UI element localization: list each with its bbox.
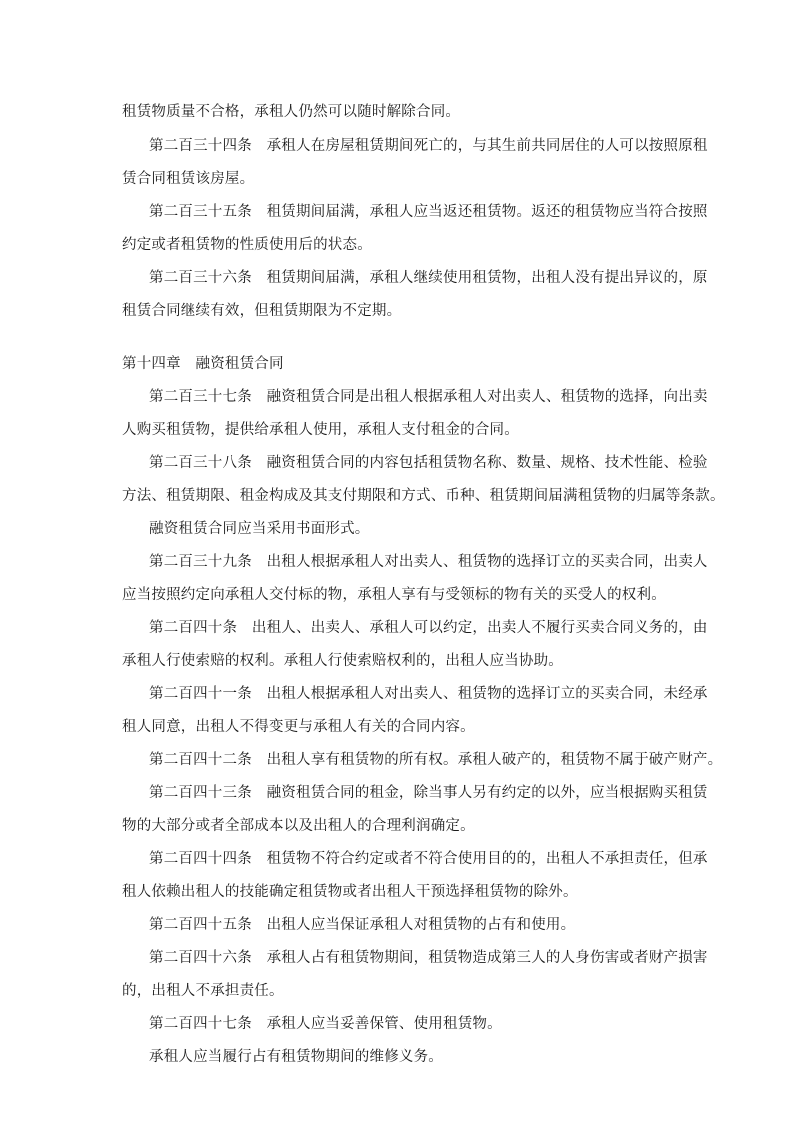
text-line: 第二百四十七条 承租人应当妥善保管、使用租赁物。	[149, 1016, 502, 1032]
text-line: 约定或者租赁物的性质使用后的状态。	[122, 237, 372, 253]
text-line: 租人依赖出租人的技能确定租赁物或者出租人干预选择租赁物的除外。	[122, 884, 578, 900]
text-line: 第二百三十六条 租赁期间届满，承租人继续使用租赁物，出租人没有提出异议的，原	[149, 270, 708, 286]
text-line: 第二百四十五条 出租人应当保证承租人对租赁物的占有和使用。	[149, 917, 576, 933]
text-line: 第二百四十三条 融资租赁合同的租金，除当事人另有约定的以外，应当根据购买租赁	[149, 785, 708, 801]
text-line: 第二百三十八条 融资租赁合同的内容包括租赁物名称、数量、规格、技术性能、检验	[149, 455, 708, 471]
text-line: 第二百三十九条 出租人根据承租人对出卖人、租赁物的选择订立的买卖合同，出卖人	[149, 554, 708, 570]
text-line: 第二百三十四条 承租人在房屋租赁期间死亡的，与其生前共同居住的人可以按照原租	[149, 138, 708, 154]
text-line: 租人同意，出租人不得变更与承租人有关的合同内容。	[122, 719, 475, 735]
text-line: 租赁物质量不合格，承租人仍然可以随时解除合同。	[122, 104, 461, 120]
text-line: 第二百四十一条 出租人根据承租人对出卖人、租赁物的选择订立的买卖合同，未经承	[149, 686, 708, 702]
text-line: 融资租赁合同应当采用书面形式。	[149, 521, 370, 537]
text-line: 物的大部分或者全部成本以及出租人的合理利润确定。	[122, 818, 475, 834]
chapter-heading: 第十四章 融资租赁合同	[122, 356, 284, 372]
text-line: 赁合同租赁该房屋。	[122, 171, 255, 187]
text-line: 第二百四十二条 出租人享有租赁物的所有权。承租人破产的，租赁物不属于破产财产。	[149, 752, 723, 768]
text-line: 第二百四十条 出租人、出卖人、承租人可以约定，出卖人不履行买卖合同义务的，由	[149, 620, 708, 636]
text-line: 租赁合同继续有效，但租赁期限为不定期。	[122, 303, 402, 319]
text-line: 承租人应当履行占有租赁物期间的维修义务。	[149, 1049, 443, 1065]
text-line: 方法、租赁期限、租金构成及其支付期限和方式、币种、租赁期间届满租赁物的归属等条款。	[122, 488, 725, 504]
text-line: 应当按照约定向承租人交付标的物，承租人享有与受领标的物有关的买受人的权利。	[122, 587, 666, 603]
text-line: 承租人行使索赔的权利。承租人行使索赔权利的，出租人应当协助。	[122, 653, 563, 669]
text-line: 人购买租赁物，提供给承租人使用，承租人支付租金的合同。	[122, 422, 519, 438]
text-line: 第二百四十六条 承租人占有租赁物期间，租赁物造成第三人的人身伤害或者财产损害	[149, 950, 708, 966]
text-line: 的，出租人不承担责任。	[122, 983, 284, 999]
text-line: 第二百三十七条 融资租赁合同是出租人根据承租人对出卖人、租赁物的选择，向出卖	[149, 389, 708, 405]
text-line: 第二百三十五条 租赁期间届满，承租人应当返还租赁物。返还的租赁物应当符合按照	[149, 204, 708, 220]
text-line: 第二百四十四条 租赁物不符合约定或者不符合使用目的的，出租人不承担责任，但承	[149, 851, 708, 867]
